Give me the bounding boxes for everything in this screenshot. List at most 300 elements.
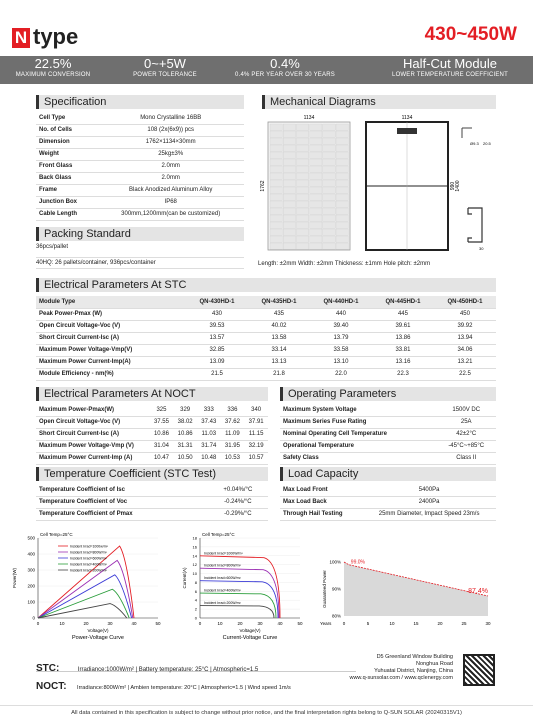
row-label: Cable Length (36, 208, 97, 220)
solar-cell (296, 187, 308, 193)
row-label: Frame (36, 184, 97, 196)
y-axis-label: Current(A) (182, 567, 187, 589)
y-tick: 500 (27, 535, 35, 541)
row-value: 25mm Diameter, Impact Speed 23m/s (362, 508, 496, 520)
noct-conditions: NOCT: Irradiance:800W/m² | Ambien temperature: 20°C | Atmospheric=1.5 | Wind speed 1m/s (36, 681, 291, 692)
table-row (36, 196, 244, 208)
solar-cell (270, 166, 282, 172)
row-label: Short Circuit Current-Isc (A) (36, 332, 186, 344)
row-value: 1500V DC (436, 404, 496, 416)
solar-cell (283, 194, 295, 200)
solar-cell (310, 173, 322, 179)
row-value: 39.40 (310, 320, 372, 332)
pv-series-line (38, 589, 129, 618)
dim-width-front: 1134 (303, 115, 315, 121)
solar-cell (336, 159, 348, 165)
x-tick: 5 (366, 621, 370, 626)
x-tick: 50 (297, 621, 303, 626)
solar-cell (270, 215, 282, 221)
solar-cell (310, 131, 322, 137)
tolerance-note: Length: ±2mm Width: ±2mm Thickness: ±1mm Hole pitch: ±2mm (258, 261, 431, 267)
solar-cell (270, 229, 282, 235)
x-tick: 50 (155, 621, 161, 626)
row-label: Max Load Back (280, 496, 362, 508)
row-label: Weight (36, 148, 97, 160)
row-value: QN-445HD-1 (372, 296, 434, 308)
solar-cell (323, 180, 335, 186)
solar-cell (310, 201, 322, 207)
row-value: 325 (150, 404, 174, 416)
solar-cell (323, 124, 335, 130)
solar-cell (283, 229, 295, 235)
row-value: 34.06 (434, 344, 496, 356)
row-value: 21.8 (248, 368, 310, 380)
row-value: -0.29%/°C (208, 508, 268, 520)
y-tick: 4 (194, 597, 197, 603)
solar-cell (283, 243, 295, 249)
row-label: Temperature Coefficient of Voc (36, 496, 208, 508)
logo-type: type (33, 24, 79, 49)
table-row (36, 172, 244, 184)
end-value-label: 87.4% (468, 588, 488, 596)
solar-cell (323, 222, 335, 228)
row-value: 13.57 (186, 332, 248, 344)
row-value: 39.92 (434, 320, 496, 332)
y-tick: 10 (192, 571, 197, 577)
solar-cell (270, 138, 282, 144)
solar-cell (270, 222, 282, 228)
solar-cell (283, 159, 295, 165)
solar-cell (310, 166, 322, 172)
row-value: 10.86 (173, 428, 197, 440)
start-value-label: 99.0% (350, 559, 365, 566)
row-label: Maximum System Voltage (280, 404, 436, 416)
operating-heading: Operating Parameters (280, 387, 496, 401)
x-tick: 40 (131, 621, 137, 626)
x-tick: 20 (237, 621, 243, 626)
table-row (36, 368, 496, 380)
row-value: 25kg±3% (97, 148, 244, 160)
x-tick: 20 (437, 621, 443, 626)
solar-cell (310, 180, 322, 186)
legend-label: Incident Irrad=200W/m² (70, 568, 107, 573)
row-value: 13.10 (310, 356, 372, 368)
row-value: 450 (434, 308, 496, 320)
row-value: 10.86 (150, 428, 174, 440)
solar-cell (323, 131, 335, 137)
y-tick: 14 (192, 553, 197, 559)
row-value: -45°C~+85°C (436, 440, 496, 452)
table-row (280, 428, 496, 440)
table-row (36, 496, 268, 508)
row-value: 39.53 (186, 320, 248, 332)
row-value: 11.03 (197, 428, 221, 440)
solar-cell (336, 173, 348, 179)
x-tick: 10 (59, 621, 65, 626)
row-label: Back Glass (36, 172, 97, 184)
current-voltage-chart (180, 528, 310, 646)
operating-table (280, 404, 496, 465)
solar-cell (310, 236, 322, 242)
load-table (280, 484, 496, 521)
row-value: 440 (310, 308, 372, 320)
x-tick: 20 (83, 621, 89, 626)
solar-cell (323, 145, 335, 151)
row-value: 333 (197, 404, 221, 416)
solar-cell (310, 187, 322, 193)
legend-label: Incident Irrad=800W/m² (204, 563, 241, 568)
row-value: QN-450HD-1 (434, 296, 496, 308)
conditions-footer (0, 654, 533, 696)
solar-cell (296, 131, 308, 137)
legend-label: Incident Irrad=400W/m² (204, 588, 241, 593)
row-value: 2400Pa (362, 496, 496, 508)
stc-table (36, 296, 496, 381)
hole-diameter: Ø9.3 (470, 141, 479, 146)
row-value: 22.3 (372, 368, 434, 380)
chart-title: Cell Temp=25°C (40, 532, 73, 537)
row-value: 37.55 (150, 416, 174, 428)
x-tick: 0 (198, 621, 202, 626)
solar-cell (296, 124, 308, 130)
y-tick: 18 (192, 535, 197, 541)
legend-label: Incident Irrad=800W/m² (70, 550, 107, 555)
solar-cell (270, 187, 282, 193)
row-value: 31.95 (221, 440, 245, 452)
row-label: Operational Temperature (280, 440, 436, 452)
row-label: Open Circuit Voltage-Voc (V) (36, 416, 150, 428)
solar-cell (310, 243, 322, 249)
chart-title: Cell Temp=25°C (202, 532, 235, 537)
solar-cell (323, 152, 335, 158)
solar-cell (296, 229, 308, 235)
solar-cell (336, 152, 348, 158)
row-label: Dimension (36, 136, 97, 148)
row-value: 31.31 (173, 440, 197, 452)
row-value: Mono Crystalline 16BB (97, 112, 244, 124)
solar-cell (270, 173, 282, 179)
solar-cell (283, 208, 295, 214)
solar-cell (296, 215, 308, 221)
y-tick: 400 (27, 551, 35, 557)
solar-cell (310, 208, 322, 214)
solar-cell (323, 208, 335, 214)
y-axis-label: Power(W) (12, 568, 17, 588)
solar-cell (283, 222, 295, 228)
row-value: 22.0 (310, 368, 372, 380)
row-value: 11.15 (244, 428, 268, 440)
table-row (36, 184, 244, 196)
row-value: -0.24%/°C (208, 496, 268, 508)
table-row (36, 112, 244, 124)
feature-conversion: 22.5% MAXIMUM CONVERSION (15, 56, 91, 78)
row-value: 33.58 (310, 344, 372, 356)
tempco-table (36, 484, 268, 521)
row-value: QN-430HD-1 (186, 296, 248, 308)
mech-heading: Mechanical Diagrams (262, 95, 496, 109)
row-label: No. of Cells (36, 124, 97, 136)
table-row (36, 296, 496, 308)
row-value: Class II (436, 452, 496, 464)
solar-cell (310, 194, 322, 200)
row-value: 32.19 (244, 440, 268, 452)
row-label: Module Type (36, 296, 186, 308)
hole-pitch-1: 990 (450, 181, 456, 191)
row-label: Temperature Coefficient of Pmax (36, 508, 208, 520)
row-value: 108 (2x(6x9)) pcs (97, 124, 244, 136)
row-value: 42±2°C (436, 428, 496, 440)
row-label: Peak Power-Pmax (W) (36, 308, 186, 320)
solar-cell (323, 236, 335, 242)
spec-heading: Specification (36, 95, 244, 109)
table-row (280, 416, 496, 428)
solar-cell (336, 194, 348, 200)
table-row (280, 404, 496, 416)
solar-cell (296, 243, 308, 249)
mechanical-diagram (258, 112, 496, 260)
row-value: 39.61 (372, 320, 434, 332)
row-value: 38.02 (173, 416, 197, 428)
solar-cell (336, 201, 348, 207)
table-row (280, 440, 496, 452)
row-label: Maximum Series Fuse Rating (280, 416, 436, 428)
row-label: Safety Class (280, 452, 436, 464)
key-features-band (0, 56, 533, 84)
row-value: 2.0mm (97, 160, 244, 172)
table-row (36, 160, 244, 172)
row-value: 13.94 (434, 332, 496, 344)
solar-cell (283, 236, 295, 242)
row-value: 31.04 (150, 440, 174, 452)
solar-cell (310, 215, 322, 221)
hole-pitch-2: 1400 (455, 180, 461, 192)
row-value: 329 (173, 404, 197, 416)
y-tick: 0 (194, 615, 197, 621)
row-value: 37.43 (197, 416, 221, 428)
row-label: Temperature Coefficient of Isc (36, 484, 208, 496)
solar-cell (296, 145, 308, 151)
solar-cell (310, 222, 322, 228)
row-value: 5400Pa (362, 484, 496, 496)
solar-cell (336, 145, 348, 151)
table-row (280, 452, 496, 464)
legend-label: Incident Irrad=200W/m² (204, 601, 241, 606)
solar-cell (283, 138, 295, 144)
row-label: Maximum Power Voltage-Vmp(V) (36, 344, 186, 356)
row-value: 10.47 (150, 452, 174, 464)
solar-cell (336, 243, 348, 249)
row-value: 10.50 (173, 452, 197, 464)
row-label: Module Efficiency - nm(%) (36, 368, 186, 380)
row-value: 31.74 (197, 440, 221, 452)
solar-cell (270, 243, 282, 249)
row-value: IP68 (97, 196, 244, 208)
hole-offset: 20.5 (483, 141, 491, 146)
y-tick: 200 (27, 583, 35, 589)
row-value: 13.79 (310, 332, 372, 344)
y-tick: 80% (331, 613, 341, 619)
row-value: +0.04%/°C (208, 484, 268, 496)
row-label: Short Circuit Current-Isc (A) (36, 428, 150, 440)
table-row (36, 452, 268, 464)
solar-cell (336, 208, 348, 214)
solar-cell (323, 166, 335, 172)
feature-degradation: 0.4% 0.4% PER YEAR OVER 30 YEARS (235, 56, 335, 78)
spec-table (36, 112, 244, 221)
row-value: 340 (244, 404, 268, 416)
row-value: 21.5 (186, 368, 248, 380)
y-tick: 0 (32, 615, 35, 621)
solar-cell (283, 201, 295, 207)
table-row (36, 356, 496, 368)
x-tick: 15 (413, 621, 419, 626)
frame-side: 30 (479, 246, 484, 251)
y-tick: 2 (194, 606, 197, 612)
x-tick: 30 (107, 621, 113, 626)
chart-caption: Power-Voltage Curve (72, 635, 124, 641)
legend-label: Incident Irrad=600W/m² (204, 576, 241, 581)
solar-cell (283, 145, 295, 151)
table-row (36, 308, 496, 320)
solar-cell (336, 229, 348, 235)
table-row (280, 508, 496, 520)
power-range: 430~450W (424, 24, 517, 45)
solar-cell (323, 138, 335, 144)
row-value: 33.81 (372, 344, 434, 356)
solar-cell (296, 159, 308, 165)
solar-cell (310, 159, 322, 165)
iv-series-line (200, 581, 278, 618)
table-row (36, 332, 496, 344)
x-axis-label: Voltage(V) (87, 628, 109, 633)
row-label: Maximum Power Current-Imp (A) (36, 452, 150, 464)
row-value: 13.86 (372, 332, 434, 344)
row-value: 13.58 (248, 332, 310, 344)
dim-height: 1762 (260, 180, 266, 192)
solar-cell (296, 180, 308, 186)
x-tick: 40 (277, 621, 283, 626)
table-row (36, 344, 496, 356)
legend-label: Incident Irrad=1000W/m² (204, 551, 243, 556)
table-row (36, 508, 268, 520)
solar-cell (310, 138, 322, 144)
packing-line1: 36pcs/pallet (36, 244, 69, 250)
solar-cell (336, 124, 348, 130)
row-value: 336 (221, 404, 245, 416)
table-row (36, 484, 268, 496)
solar-cell (270, 194, 282, 200)
row-value: Black Anodized Aluminum Alloy (97, 184, 244, 196)
solar-cell (336, 222, 348, 228)
row-label: Nominal Operating Cell Temperature (280, 428, 436, 440)
y-tick: 300 (27, 567, 35, 573)
table-row (36, 440, 268, 452)
feature-tolerance: 0~+5W POWER TOLERANCE (133, 56, 197, 78)
solar-cell (323, 194, 335, 200)
tempco-heading: Temperature Coefficient (STC Test) (36, 467, 268, 481)
row-label: Through Hail Testing (280, 508, 362, 520)
solar-cell (310, 229, 322, 235)
solar-cell (283, 180, 295, 186)
solar-cell (296, 138, 308, 144)
x-tick: 10 (389, 621, 395, 626)
stc-heading: Electrical Parameters At STC (36, 278, 496, 292)
legend-label: Incident Irrad=400W/m² (70, 562, 107, 567)
solar-cell (270, 152, 282, 158)
solar-cell (283, 187, 295, 193)
row-value: 435 (248, 308, 310, 320)
solar-cell (336, 138, 348, 144)
solar-cell (296, 166, 308, 172)
power-voltage-chart (8, 528, 168, 646)
row-value: 430 (186, 308, 248, 320)
solar-cell (323, 173, 335, 179)
iv-series-line (200, 606, 274, 618)
row-value: 2.0mm (97, 172, 244, 184)
row-value: 22.5 (434, 368, 496, 380)
solar-cell (296, 222, 308, 228)
row-value: 33.14 (248, 344, 310, 356)
solar-cell (296, 173, 308, 179)
y-tick: 90% (331, 586, 341, 592)
solar-cell (270, 236, 282, 242)
table-row (36, 124, 244, 136)
warranty-area (344, 559, 488, 616)
row-value: 25A (436, 416, 496, 428)
qr-code (463, 654, 495, 686)
x-tick: 30 (257, 621, 263, 626)
stc-conditions: STC: Irradiance:1000W/m² | Battery temperature: 25°C | Atmospheric=1.5 (36, 658, 356, 672)
table-row (36, 320, 496, 332)
row-value: 13.16 (372, 356, 434, 368)
row-value: QN-435HD-1 (248, 296, 310, 308)
y-axis-label: Guaranteed Power (322, 570, 327, 608)
header (0, 0, 533, 58)
packing-heading: Packing Standard (36, 227, 244, 241)
row-value: 11.09 (221, 428, 245, 440)
noct-heading: Electrical Parameters At NOCT (36, 387, 268, 401)
row-value: 445 (372, 308, 434, 320)
solar-cell (270, 124, 282, 130)
solar-cell (323, 215, 335, 221)
x-tick: 10 (217, 621, 223, 626)
row-label: Cell Type (36, 112, 97, 124)
solar-cell (336, 180, 348, 186)
x-tick: 30 (485, 621, 491, 626)
feature-halfcut: Half-Cut Module LOWER TEMPERATURE COEFFICIENT (392, 56, 508, 78)
row-value: 10.57 (244, 452, 268, 464)
row-value: 300mm,1200mm(can be customized) (97, 208, 244, 220)
legend-label: Incident Irrad=1000w/m² (70, 544, 108, 549)
row-label: Maximum Power Current-Imp(A) (36, 356, 186, 368)
chart-caption: Current-Voltage Curve (222, 635, 278, 641)
x-tick: 25 (461, 621, 467, 626)
row-value: 40.02 (248, 320, 310, 332)
solar-cell (270, 180, 282, 186)
noct-table (36, 404, 268, 465)
pv-series-line (38, 575, 132, 618)
solar-cell (323, 201, 335, 207)
x-tick: 0 (36, 621, 40, 626)
row-value: 13.09 (186, 356, 248, 368)
y-tick: 6 (194, 588, 197, 594)
solar-cell (323, 187, 335, 193)
table-row (36, 148, 244, 160)
y-tick: 100 (27, 599, 35, 605)
warranty-chart (318, 556, 498, 636)
row-value: 37.91 (244, 416, 268, 428)
solar-cell (283, 152, 295, 158)
